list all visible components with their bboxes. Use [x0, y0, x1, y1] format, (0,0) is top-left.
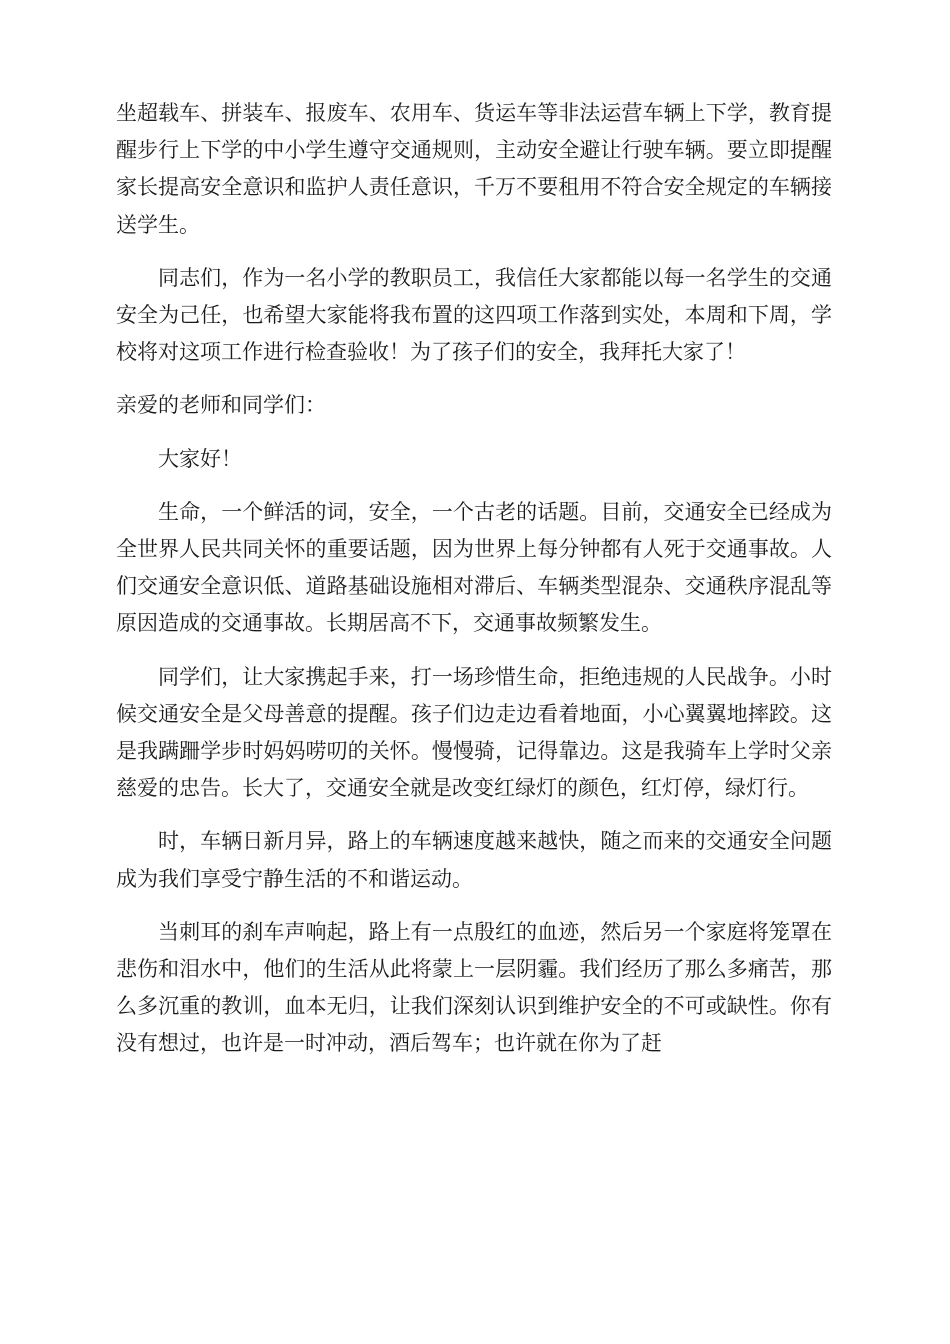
paragraph-1: 坐超载车、拼装车、报废车、农用车、货运车等非法运营车辆上下学，教育提醒步行上下学的中小学生遵守交通规则，主动安全避让行驶车辆。要立即提醒家长提高安全意识和监护人责任意识，千万不要租用不符合安全规定的车辆接送学生。 — [116, 101, 832, 237]
paragraph-8: 当刺耳的刹车声响起，路上有一点殷红的血迹，然后另一个家庭将笼罩在悲伤和泪水中，他们的生活从此将蒙上一层阴霾。我们经历了那么多痛苦，那么多沉重的教训，血本无归，让我们深刻认识到维护安全的不可或缺性。你有没有想过，也许是一时冲动，酒后驾车；也许就在你为了赶 — [116, 919, 832, 1056]
paragraph-2: 同志们，作为一名小学的教职员工，我信任大家都能以每一名学生的交通安全为己任，也希望大家能将我布置的这四项工作落到实处，本周和下周，学校将对这项工作进行检查验收！为了孩子们的安全，我拜托大家了！ — [116, 265, 832, 365]
paragraph-6: 同学们，让大家携起手来，打一场珍惜生命，拒绝违规的人民战争。小时候交通安全是父母善意的提醒。孩子们边走边看着地面，小心翼翼地摔跤。这是我蹒跚学步时妈妈唠叨的关怀。慢慢骑，记得靠边。这是我骑车上学时父亲慈爱的忠告。长大了，交通安全就是改变红绿灯的颜色，红灯停，绿灯行。 — [116, 664, 832, 801]
paragraph-7: 时，车辆日新月异，路上的车辆速度越来越快，随之而来的交通安全问题成为我们享受宁静生活的不和谐运动。 — [116, 829, 832, 891]
salutation: 亲爱的老师和同学们： — [116, 393, 326, 418]
paragraph-5: 生命，一个鲜活的词，安全，一个古老的话题。目前，交通安全已经成为全世界人民共同关怀的重要话题，因为世界上每分钟都有人死于交通事故。人们交通安全意识低、道路基础设施相对滞后、车辆类型混杂、交通秩序混乱等原因造成的交通事故。长期居高不下，交通事故频繁发生。 — [116, 499, 832, 636]
greeting: 大家好！ — [158, 446, 242, 471]
document-page — [116, 95, 832, 1079]
